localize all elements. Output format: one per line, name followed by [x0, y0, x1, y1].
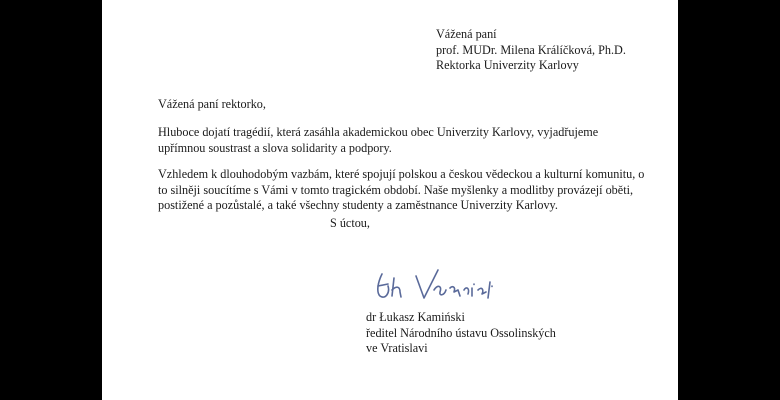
signer-location: ve Vratislavi — [366, 341, 428, 355]
paragraph-line: postižené a pozůstalé, a také všechny studenty a zaměstnance Univerzity Karlovy. — [158, 198, 558, 212]
addressee-greeting: Vážená paní — [436, 27, 497, 41]
paragraph-solidarity — [158, 167, 644, 214]
paragraph-condolence — [158, 125, 598, 156]
signer-block — [366, 310, 556, 357]
paragraph-line: Vzhledem k dlouhodobým vazbám, které spojují polskou a českou vědeckou a kulturní komunitu, o — [158, 167, 645, 181]
addressee-name: prof. MUDr. Milena Králíčková, Ph.D. — [436, 42, 626, 57]
salutation: Vážená paní rektorko, — [158, 97, 266, 111]
closing: S úctou, — [330, 216, 370, 230]
addressee-block — [436, 27, 626, 74]
signer-name: dr Łukasz Kamiński — [366, 310, 465, 324]
paragraph-line: upřímnou soustrast a slova solidarity a podpory. — [158, 140, 392, 155]
signer-position: ředitel Národního ústavu Ossolinských — [366, 325, 556, 340]
paragraph-line: to silněji soucítíme s Vámi v tomto tragickém období. Naše myšlenky a modlitby provázejí oběti, — [158, 182, 634, 197]
addressee-title: Rektorka Univerzity Karlovy — [436, 58, 579, 72]
paragraph-line: Hluboce dojatí tragédií, která zasáhla akademickou obec Univerzity Karlovy, vyjadřujeme — [158, 125, 599, 139]
handwritten-signature — [368, 256, 518, 306]
letter-page — [102, 0, 678, 400]
